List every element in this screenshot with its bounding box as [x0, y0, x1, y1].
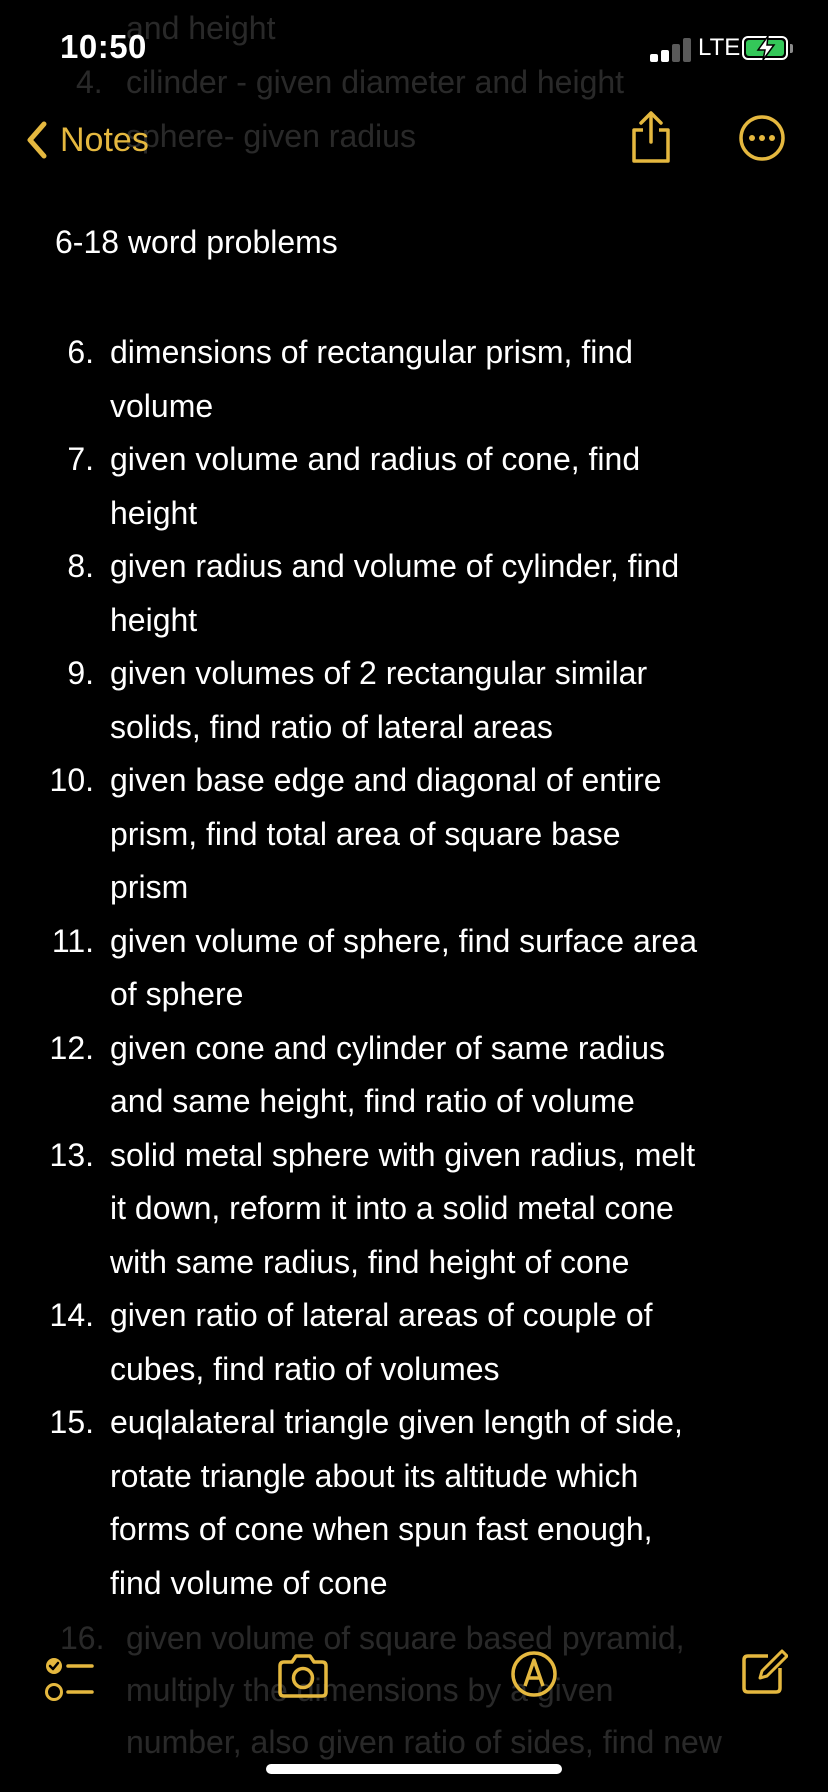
camera-icon[interactable]	[276, 1654, 330, 1698]
list-item-line: euqlalateral triangle given length of side,	[110, 1404, 683, 1440]
note-heading: 6-18 word problems	[55, 224, 338, 260]
list-item-text	[110, 540, 770, 647]
list-item	[0, 1396, 828, 1610]
list-item-number: 6.	[67, 334, 94, 370]
list-item-line: dimensions of rectangular prism, find	[110, 334, 633, 370]
list-item-line: height	[110, 494, 198, 531]
list-item-line: given volume and radius of cone, find	[110, 441, 641, 477]
list-item	[0, 1022, 828, 1129]
share-icon[interactable]	[628, 110, 674, 164]
list-item	[0, 540, 828, 647]
list-item-line: height	[110, 601, 198, 638]
list-item-line: with same radius, find height of cone	[110, 1243, 630, 1280]
checklist-icon[interactable]	[44, 1656, 96, 1704]
list-item-number: 10.	[49, 762, 94, 798]
list-item-text	[110, 647, 770, 754]
ghost-line: cilinder - given diameter and height	[126, 64, 625, 100]
battery-icon	[742, 36, 788, 60]
list-item-line: forms of cone when spun fast enough,	[110, 1511, 653, 1547]
nav-bar	[0, 96, 828, 184]
list-item-number: 15.	[49, 1404, 94, 1440]
ghost-line: and height	[126, 10, 276, 46]
status-time: 10:50	[60, 28, 147, 65]
list-item	[0, 754, 828, 915]
compose-icon[interactable]	[740, 1646, 788, 1696]
list-item-number: 13.	[49, 1136, 94, 1173]
ghost-line: number, also given ratio of sides, find new	[126, 1724, 722, 1760]
list-item-text	[110, 1022, 770, 1129]
list-item-line: cubes, find ratio of volumes	[110, 1350, 500, 1387]
list-item-number: 8.	[67, 548, 94, 584]
back-button[interactable]	[22, 118, 149, 162]
list-item-line: prism, find total area of square base	[110, 815, 621, 852]
list-item-line: rotate triangle about its altitude which	[110, 1457, 639, 1494]
markup-icon[interactable]	[510, 1650, 558, 1698]
list-item	[0, 1289, 828, 1396]
list-item-text	[110, 1129, 770, 1290]
list-item	[0, 433, 828, 540]
ghost-line: given volume of square based pyramid,	[126, 1620, 685, 1656]
list-item-line: prism	[110, 869, 189, 905]
list-item	[0, 647, 828, 754]
signal-icon	[650, 38, 692, 62]
list-item-line: given volumes of 2 rectangular similar	[110, 655, 648, 691]
ghost-number: 16.	[60, 1620, 105, 1656]
list-item-number: 11.	[51, 922, 94, 959]
list-item-line: given cone and cylinder of same radius	[110, 1029, 665, 1066]
more-icon[interactable]	[738, 114, 786, 162]
list-item-line: find volume of cone	[110, 1564, 388, 1601]
list-item-line: solids, find ratio of lateral areas	[110, 708, 553, 745]
list-item-line: given base edge and diagonal of entire	[110, 762, 662, 798]
list-item-line: given volume of sphere, find surface area	[110, 922, 697, 959]
battery-tip	[790, 44, 793, 53]
ghost-line: sphere- given radius	[126, 118, 416, 154]
ghost-number: 4.	[76, 64, 103, 100]
network-type: LTE	[698, 34, 741, 61]
list-item-line: and same height, find ratio of volume	[110, 1083, 635, 1119]
list-item-number: 14.	[49, 1297, 94, 1333]
list-item-text	[110, 754, 770, 915]
list-item-text	[110, 1289, 770, 1396]
list-item-text	[110, 915, 770, 1022]
list-item-line: given ratio of lateral areas of couple of	[110, 1297, 653, 1333]
list-item	[0, 326, 828, 433]
list-item-text	[110, 326, 770, 433]
list-item	[0, 1129, 828, 1290]
home-indicator[interactable]	[266, 1764, 562, 1774]
numbered-list	[0, 326, 828, 1610]
list-item-line: it down, reform it into a solid metal cone	[110, 1190, 674, 1226]
bottom-toolbar	[0, 1630, 828, 1730]
list-item-number: 9.	[67, 655, 94, 691]
list-item-text	[110, 1396, 770, 1610]
status-bar	[0, 0, 828, 96]
list-item-number: 12.	[49, 1029, 94, 1066]
list-item-line: volume	[110, 387, 214, 424]
list-item-line: of sphere	[110, 976, 244, 1012]
list-item	[0, 915, 828, 1022]
list-item-line: solid metal sphere with given radius, melt	[110, 1136, 696, 1173]
ghost-line: multiply the dimensions by a given	[126, 1672, 614, 1708]
chevron-left-icon	[22, 118, 52, 162]
list-item-line: given radius and volume of cylinder, find	[110, 548, 680, 584]
list-item-text	[110, 433, 770, 540]
list-item-number: 7.	[67, 441, 94, 477]
back-label: Notes	[60, 120, 149, 159]
